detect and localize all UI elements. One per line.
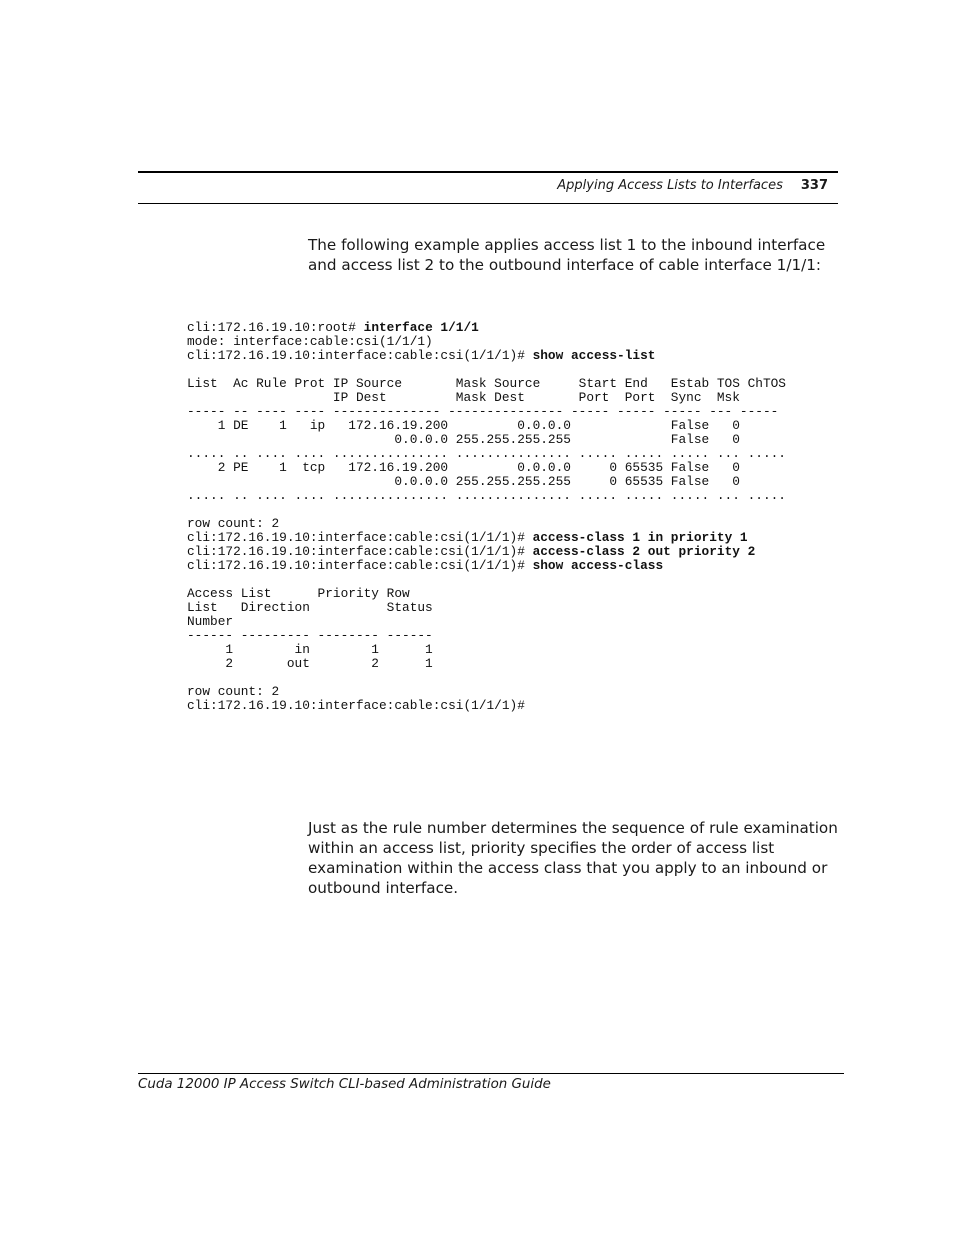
code-line: IP Dest Mask Dest Port Port Sync Msk xyxy=(187,390,740,405)
code-line xyxy=(187,321,786,335)
code-line xyxy=(187,671,786,685)
footer-text: Cuda 12000 IP Access Switch CLI-based Administration Guide xyxy=(138,1077,551,1092)
code-line xyxy=(187,573,786,587)
cli-prompt: cli:172.16.19.10:interface:cable:csi(1/1/1)# xyxy=(187,544,533,559)
header-rule-top xyxy=(138,171,838,173)
cli-prompt: cli:172.16.19.10:root# xyxy=(187,320,364,335)
code-line: row count: 2 xyxy=(187,684,280,699)
code-line xyxy=(187,531,786,545)
code-line: ----- -- ---- ---- -------------- --------------- ----- ----- ----- --- ----- xyxy=(187,404,779,419)
footer-rule xyxy=(138,1073,844,1074)
code-line xyxy=(187,503,786,517)
cli-command: access-class 1 in priority 1 xyxy=(532,530,748,545)
cli-prompt: cli:172.16.19.10:interface:cable:csi(1/1/1)# xyxy=(187,558,533,573)
code-line: row count: 2 xyxy=(187,516,280,531)
code-line: ..... .. .... .... ............... ............... ..... ..... ..... ... ..... xyxy=(187,446,786,461)
code-line: 1 in 1 1 xyxy=(187,642,433,657)
closing-paragraph: Just as the rule number determines the sequence of rule examination within an access list, priority specifies the order of access list examination within the access class that you apply to an inbound or outbound interface. xyxy=(308,819,838,897)
cli-prompt: cli:172.16.19.10:interface:cable:csi(1/1/1)# xyxy=(187,348,533,363)
code-line: 2 out 2 1 xyxy=(187,656,433,671)
code-line: ------ --------- -------- ------ xyxy=(187,628,433,643)
code-line xyxy=(187,349,786,363)
cli-command: show access-list xyxy=(532,348,656,363)
cli-code-block xyxy=(187,321,786,713)
code-line xyxy=(187,363,786,377)
code-line: mode: interface:cable:csi(1/1/1) xyxy=(187,334,433,349)
code-line: List Ac Rule Prot IP Source Mask Source Start End Estab TOS ChTOS xyxy=(187,376,786,391)
code-line: List Direction Status xyxy=(187,600,433,615)
code-line xyxy=(187,559,786,573)
cli-prompt: cli:172.16.19.10:interface:cable:csi(1/1/1)# xyxy=(187,530,533,545)
code-line: Number xyxy=(187,614,234,629)
code-line: 0.0.0.0 255.255.255.255 False 0 xyxy=(187,432,740,447)
code-line xyxy=(187,545,786,559)
code-line: 2 PE 1 tcp 172.16.19.200 0.0.0.0 0 65535 False 0 xyxy=(187,460,740,475)
page-number: 337 xyxy=(800,178,828,193)
cli-command: access-class 2 out priority 2 xyxy=(532,544,756,559)
header-title: Applying Access Lists to Interfaces xyxy=(557,178,783,193)
intro-paragraph: The following example applies access list 1 to the inbound interface and access list 2 to the outbound interface of cable interface 1/1/1: xyxy=(308,236,826,274)
code-line: ..... .. .... .... ............... ............... ..... ..... ..... ... ..... xyxy=(187,488,786,503)
code-line: 0.0.0.0 255.255.255.255 0 65535 False 0 xyxy=(187,474,740,489)
cli-command: interface 1/1/1 xyxy=(363,320,479,335)
code-line: cli:172.16.19.10:interface:cable:csi(1/1/1)# xyxy=(187,698,525,713)
header-rule-bottom xyxy=(138,203,838,204)
code-line: Access List Priority Row xyxy=(187,586,410,601)
running-header xyxy=(557,178,828,193)
cli-command: show access-class xyxy=(532,558,664,573)
code-line: 1 DE 1 ip 172.16.19.200 0.0.0.0 False 0 xyxy=(187,418,740,433)
